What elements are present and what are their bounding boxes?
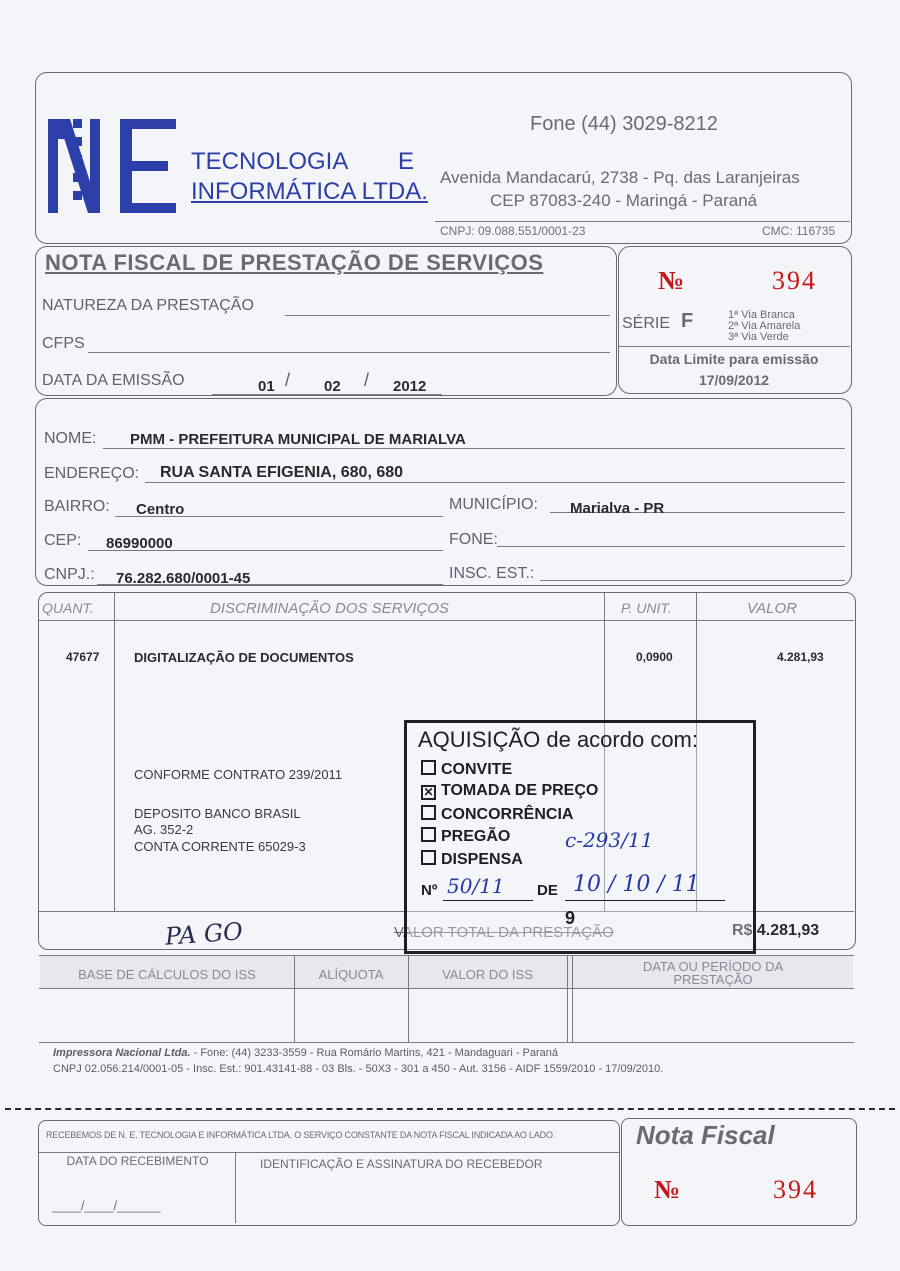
item-quant: 47677 bbox=[66, 650, 100, 664]
serie-value: F bbox=[681, 310, 694, 332]
insc-label: INSC. EST.: bbox=[449, 565, 535, 582]
stamp-date-hand: 10 / 10 / 11 bbox=[573, 872, 700, 897]
date-slash-1: / bbox=[285, 370, 291, 390]
stamp-option-tomada bbox=[421, 782, 598, 800]
stamp-option-concorrencia bbox=[421, 805, 573, 824]
iss-periodo-header-1: DATA OU PERÍODO DA bbox=[642, 959, 784, 974]
receipt-data-label: DATA DO RECEBIMENTO bbox=[66, 1154, 209, 1168]
checkbox-convite-icon bbox=[421, 760, 436, 775]
stamp-option-pregao bbox=[421, 827, 510, 846]
note-agency: AG. 352-2 bbox=[134, 822, 194, 837]
printer-info-1 bbox=[53, 1047, 558, 1059]
handwritten-pago: PA GO bbox=[164, 917, 244, 951]
receipt-divider bbox=[39, 1152, 619, 1153]
iss-header-line bbox=[39, 988, 854, 989]
stamp-number-hand: 50/11 bbox=[447, 874, 505, 898]
note-contract: CONFORME CONTRATO 239/2011 bbox=[134, 767, 343, 782]
company-logo bbox=[45, 115, 180, 215]
endereco-label: ENDEREÇO: bbox=[44, 465, 140, 482]
printer-contact: - Fone: (44) 3233-3559 - Rua Romário Martins, 421 - Mandaguari - Paraná bbox=[190, 1047, 559, 1059]
bairro-label: BAIRRO: bbox=[44, 498, 110, 515]
client-box bbox=[35, 398, 852, 586]
receipt-text: RECEBEMOS DE N. E. TECNOLOGIA E INFORMÁTICA LTDA. O SERVIÇO CONSTANTE DA NOTA FISCAL INDICADA AO LADO. bbox=[46, 1130, 556, 1140]
iss-bottom-line bbox=[39, 1042, 854, 1043]
col-quant-header: QUANT. bbox=[42, 600, 94, 616]
receipt-nota-label: Nota Fiscal bbox=[636, 1120, 775, 1150]
via-2: 2ª Via Amarela bbox=[728, 320, 801, 332]
cfps-label: CFPS bbox=[42, 335, 85, 352]
emissao-label: DATA DA EMISSÃO bbox=[42, 372, 185, 389]
cfps-field[interactable] bbox=[88, 352, 610, 353]
total-label: VALOR TOTAL DA PRESTAÇÃO bbox=[394, 924, 614, 941]
cnpj-label: CNPJ.: bbox=[44, 566, 95, 583]
nome-label: NOME: bbox=[44, 430, 97, 447]
nome-line bbox=[103, 448, 845, 449]
checkbox-checked-icon: ✕ bbox=[421, 785, 436, 800]
stamp-date-line bbox=[565, 900, 725, 901]
endereco-value: RUA SANTA EFIGENIA, 680, 680 bbox=[160, 464, 404, 481]
fone-label: FONE: bbox=[449, 531, 498, 548]
pregao-label: PREGÃO bbox=[441, 828, 511, 845]
checkbox-pregao-icon bbox=[421, 827, 436, 842]
fone-field[interactable] bbox=[497, 546, 845, 547]
receipt-date-field[interactable]: ____/____/______ bbox=[52, 1198, 161, 1213]
company-name-e: E bbox=[398, 148, 415, 175]
cep-label: CEP: bbox=[44, 532, 82, 549]
serie-label: SÉRIE bbox=[622, 315, 671, 332]
receipt-number-symbol: № bbox=[654, 1175, 681, 1204]
total-value: R$ 4.281,93 bbox=[732, 922, 820, 939]
natureza-label: NATUREZA DA PRESTAÇÃO bbox=[42, 297, 254, 314]
stamp-number-line bbox=[443, 900, 533, 901]
receipt-ident-label: IDENTIFICAÇÃO E ASSINATURA DO RECEBEDOR bbox=[260, 1157, 543, 1171]
item-unit: 0,0900 bbox=[636, 650, 673, 664]
via-1: 1ª Via Branca bbox=[728, 309, 795, 321]
cep-value: 86990000 bbox=[106, 535, 173, 552]
note-bank: DEPOSITO BANCO BRASIL bbox=[134, 806, 301, 821]
company-address-1: Avenida Mandacarú, 2738 - Pq. das Laranjeiras bbox=[440, 168, 800, 187]
company-phone: Fone (44) 3029-8212 bbox=[530, 113, 718, 135]
company-name-line2: INFORMÁTICA LTDA. bbox=[191, 178, 428, 205]
printer-info-2: CNPJ 02.056.214/0001-05 - Insc. Est.: 901.43141-88 - 03 Bls. - 50X3 - 301 a 450 - Aut. 3156 - AIDF 1559/2010 - 17/09/2010. bbox=[53, 1063, 664, 1075]
natureza-field[interactable] bbox=[285, 315, 610, 316]
tear-line bbox=[5, 1108, 895, 1110]
stamp-option-dispensa bbox=[421, 850, 523, 869]
checkbox-dispensa-icon bbox=[421, 850, 436, 865]
company-cnpj: CNPJ: 09.088.551/0001-23 bbox=[440, 224, 586, 238]
endereco-line bbox=[145, 482, 845, 483]
col-discriminacao-header: DISCRIMINAÇÃO DOS SERVIÇOS bbox=[210, 600, 449, 617]
company-address-2: CEP 87083-240 - Maringá - Paraná bbox=[490, 191, 758, 210]
convite-label: CONVITE bbox=[441, 761, 513, 778]
receipt-col-div bbox=[235, 1153, 236, 1223]
emissao-month: 02 bbox=[324, 378, 341, 395]
item-valor: 4.281,93 bbox=[777, 650, 824, 664]
iss-base-header: BASE DE CÁLCULOS DO ISS bbox=[78, 967, 256, 982]
iss-valor-header: VALOR DO ISS bbox=[442, 967, 533, 982]
services-header-line bbox=[39, 620, 854, 621]
nome-value: PMM - PREFEITURA MUNICIPAL DE MARIALVA bbox=[130, 431, 466, 448]
stamp-side-mark: 9 bbox=[565, 908, 576, 928]
stamp-option-convite bbox=[421, 760, 512, 779]
stamp-number-prefix: Nº bbox=[421, 882, 438, 899]
note-account: CONTA CORRENTE 65029-3 bbox=[134, 839, 306, 854]
company-cmc: CMC: 116735 bbox=[762, 224, 836, 238]
municipio-value: Marialva - PR bbox=[570, 500, 665, 517]
company-name-line1: TECNOLOGIA bbox=[191, 148, 349, 175]
iss-aliquota-header: ALÍQUOTA bbox=[318, 967, 384, 982]
invoice-title: NOTA FISCAL DE PRESTAÇÃO DE SERVIÇOS bbox=[45, 250, 544, 275]
date-slash-2: / bbox=[364, 370, 370, 390]
col-punit-header: P. UNIT. bbox=[621, 600, 672, 616]
emissao-year: 2012 bbox=[393, 378, 427, 395]
municipio-label: MUNICÍPIO: bbox=[449, 496, 538, 513]
tomada-label: TOMADA DE PREÇO bbox=[441, 782, 599, 799]
item-description: DIGITALIZAÇÃO DE DOCUMENTOS bbox=[134, 650, 354, 665]
stamp-de-label: DE bbox=[537, 882, 558, 899]
iss-col-div-3 bbox=[567, 956, 568, 1042]
invoice-number: 394 bbox=[772, 266, 817, 295]
cnpj-value: 76.282.680/0001-45 bbox=[116, 570, 251, 587]
stamp-title: AQUISIÇÃO de acordo com: bbox=[418, 727, 698, 752]
stamp-pregao-handwritten: c-293/11 bbox=[565, 828, 654, 852]
col-valor-header: VALOR bbox=[747, 600, 798, 617]
checkbox-concorrencia-icon bbox=[421, 805, 436, 820]
insc-field[interactable] bbox=[540, 580, 845, 581]
iss-periodo-header-2: PRESTAÇÃO bbox=[673, 972, 753, 987]
number-box-divider bbox=[618, 346, 850, 347]
receipt-number: 394 bbox=[773, 1175, 818, 1204]
limit-label: Data Limite para emissão bbox=[649, 351, 819, 367]
concorrencia-label: CONCORRÊNCIA bbox=[441, 806, 574, 823]
printer-name: Impressora Nacional Ltda. bbox=[53, 1047, 191, 1059]
emissao-day: 01 bbox=[258, 378, 275, 395]
col-div-1 bbox=[114, 593, 115, 911]
dispensa-label: DISPENSA bbox=[441, 851, 523, 868]
via-3: 3ª Via Verde bbox=[728, 331, 789, 343]
invoice-number-symbol: № bbox=[658, 266, 685, 295]
header-divider bbox=[435, 221, 850, 222]
limit-date: 17/09/2012 bbox=[698, 372, 770, 388]
bairro-value: Centro bbox=[136, 501, 185, 518]
